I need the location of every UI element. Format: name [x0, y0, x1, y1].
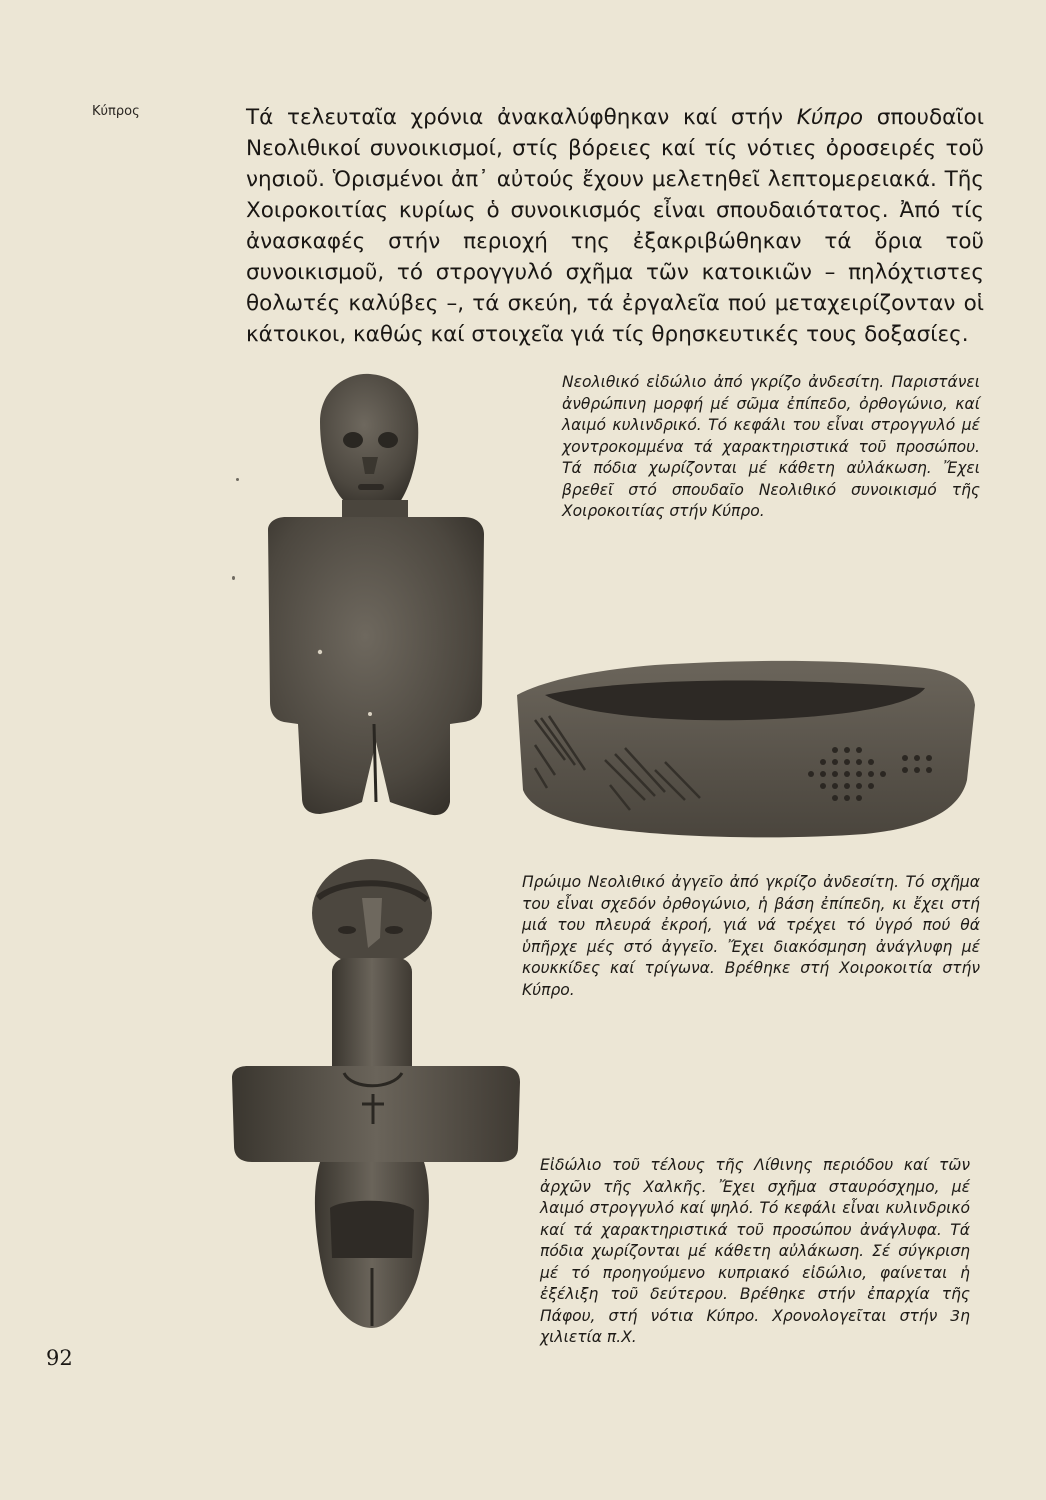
figurine-caption: Νεολιθικό εἰδώλιο ἀπό γκρίζο ἀνδεσίτη. Παριστάνει ἀνθρώπινη μορφή μέ σῶμα ἐπίπεδο, ὀρθογώνιο, καί λαιμό κυλινδρικό. Τό κεφάλι του εἶναι στρογγυλό μέ χοντροκομμένα τά χαρακτηριστικά τοῦ προσώπου. Τά πόδια χωρίζονται μέ κάθετη αὐλάκωση. Ἔχει βρεθεῖ στό σπουδαῖο Νεολιθικό συνοικισμό τῆς Χοιροκοιτίας στήν Κύπρο.: [562, 373, 980, 520]
intro-emphasis: Κύπρο: [796, 105, 864, 130]
intro-paragraph: [246, 102, 984, 350]
scan-speck: [232, 576, 235, 580]
margin-label: Κύπρος: [92, 104, 140, 119]
figurine-head: [320, 374, 418, 502]
andesite-vessel-photo: [505, 650, 985, 845]
cruciform-arms: [232, 1066, 520, 1162]
cruciform-figurine-caption: Εἰδώλιο τοῦ τέλους τῆς Λίθινης περιόδου καί τῶν ἀρχῶν τῆς Χαλκῆς. Ἔχει σχῆμα σταυρόσχημο, μέ λαιμό στρογγυλό καί ψηλό. Τό κεφάλι εἶναι κυλινδρικό καί τά χαρακτηριστικά τοῦ προσώπου ἀνάγλυφα. Τά πόδια χωρίζονται μέ κάθετη αὐλάκωση. Σέ σύγκριση μέ τό προηγούμενο κυπριακό εἰδώλιο, φαίνεται ἡ ἐξέλιξη τοῦ δεύτερου. Βρέθηκε στήν ἐπαρχία τῆς Πάφου, στή νότια Κύπρο. Χρονολογεῖται στήν 3η χιλιετία π.Χ.: [540, 1156, 970, 1346]
cruciform-figurine-illustration: [222, 858, 527, 1338]
cruciform-figurine-photo: [222, 858, 527, 1338]
scan-speck: [236, 478, 239, 481]
intro-text-end: σπουδαῖοι Νεολιθικοί συνοικισμοί, στίς βόρειες καί τίς νότιες ὀροσειρές τοῦ νησιοῦ. Ὁρισμένοι ἀπ᾿ αὐτούς ἔχουν μελετηθεῖ λεπτομερειακά. Τῆς Χοιροκοιτίας κυρίως ὁ συνοικισμός εἶναι σπουδαιότατος. Ἀπό τίς ἀνασκαφές στήν περιοχή της ἐξακριβώθηκαν τά ὅρια τοῦ συνοικισμοῦ, τό στρογγυλό σχῆμα τῶν κατοικιῶν – πηλόχτιστες θολωτές καλύβες –, τά σκεύη, τά ἐργαλεῖα πού μεταχειρίζονταν οἱ κάτοικοι, καθώς καί στοιχεῖα γιά τίς θρησκευτικές τους δοξασίες.: [246, 105, 984, 347]
andesite-figurine-photo: [250, 362, 490, 822]
andesite-vessel-illustration: [505, 650, 985, 845]
andesite-figurine-illustration: [250, 362, 490, 822]
intro-text-start: Τά τελευταῖα χρόνια ἀνακαλύφθηκαν καί στήν: [246, 105, 797, 130]
page-number: 92: [46, 1346, 73, 1370]
vessel-caption: Πρώιμο Νεολιθικό ἀγγεῖο ἀπό γκρίζο ἀνδεσίτη. Τό σχῆμα του εἶναι σχεδόν ὀρθογώνιο, ἡ βάση ἐπίπεδη, κι ἔχει στή μιά του πλευρά ἐκροή, γιά νά τρέχει τό ὑγρό πού θά ὑπῆρχε μές στό ἀγγεῖο. Ἔχει διακόσμηση ἀνάγλυφη μέ κουκκίδες καί τρίγωνα. Βρέθηκε στή Χοιροκοιτία στήν Κύπρο.: [522, 873, 980, 999]
